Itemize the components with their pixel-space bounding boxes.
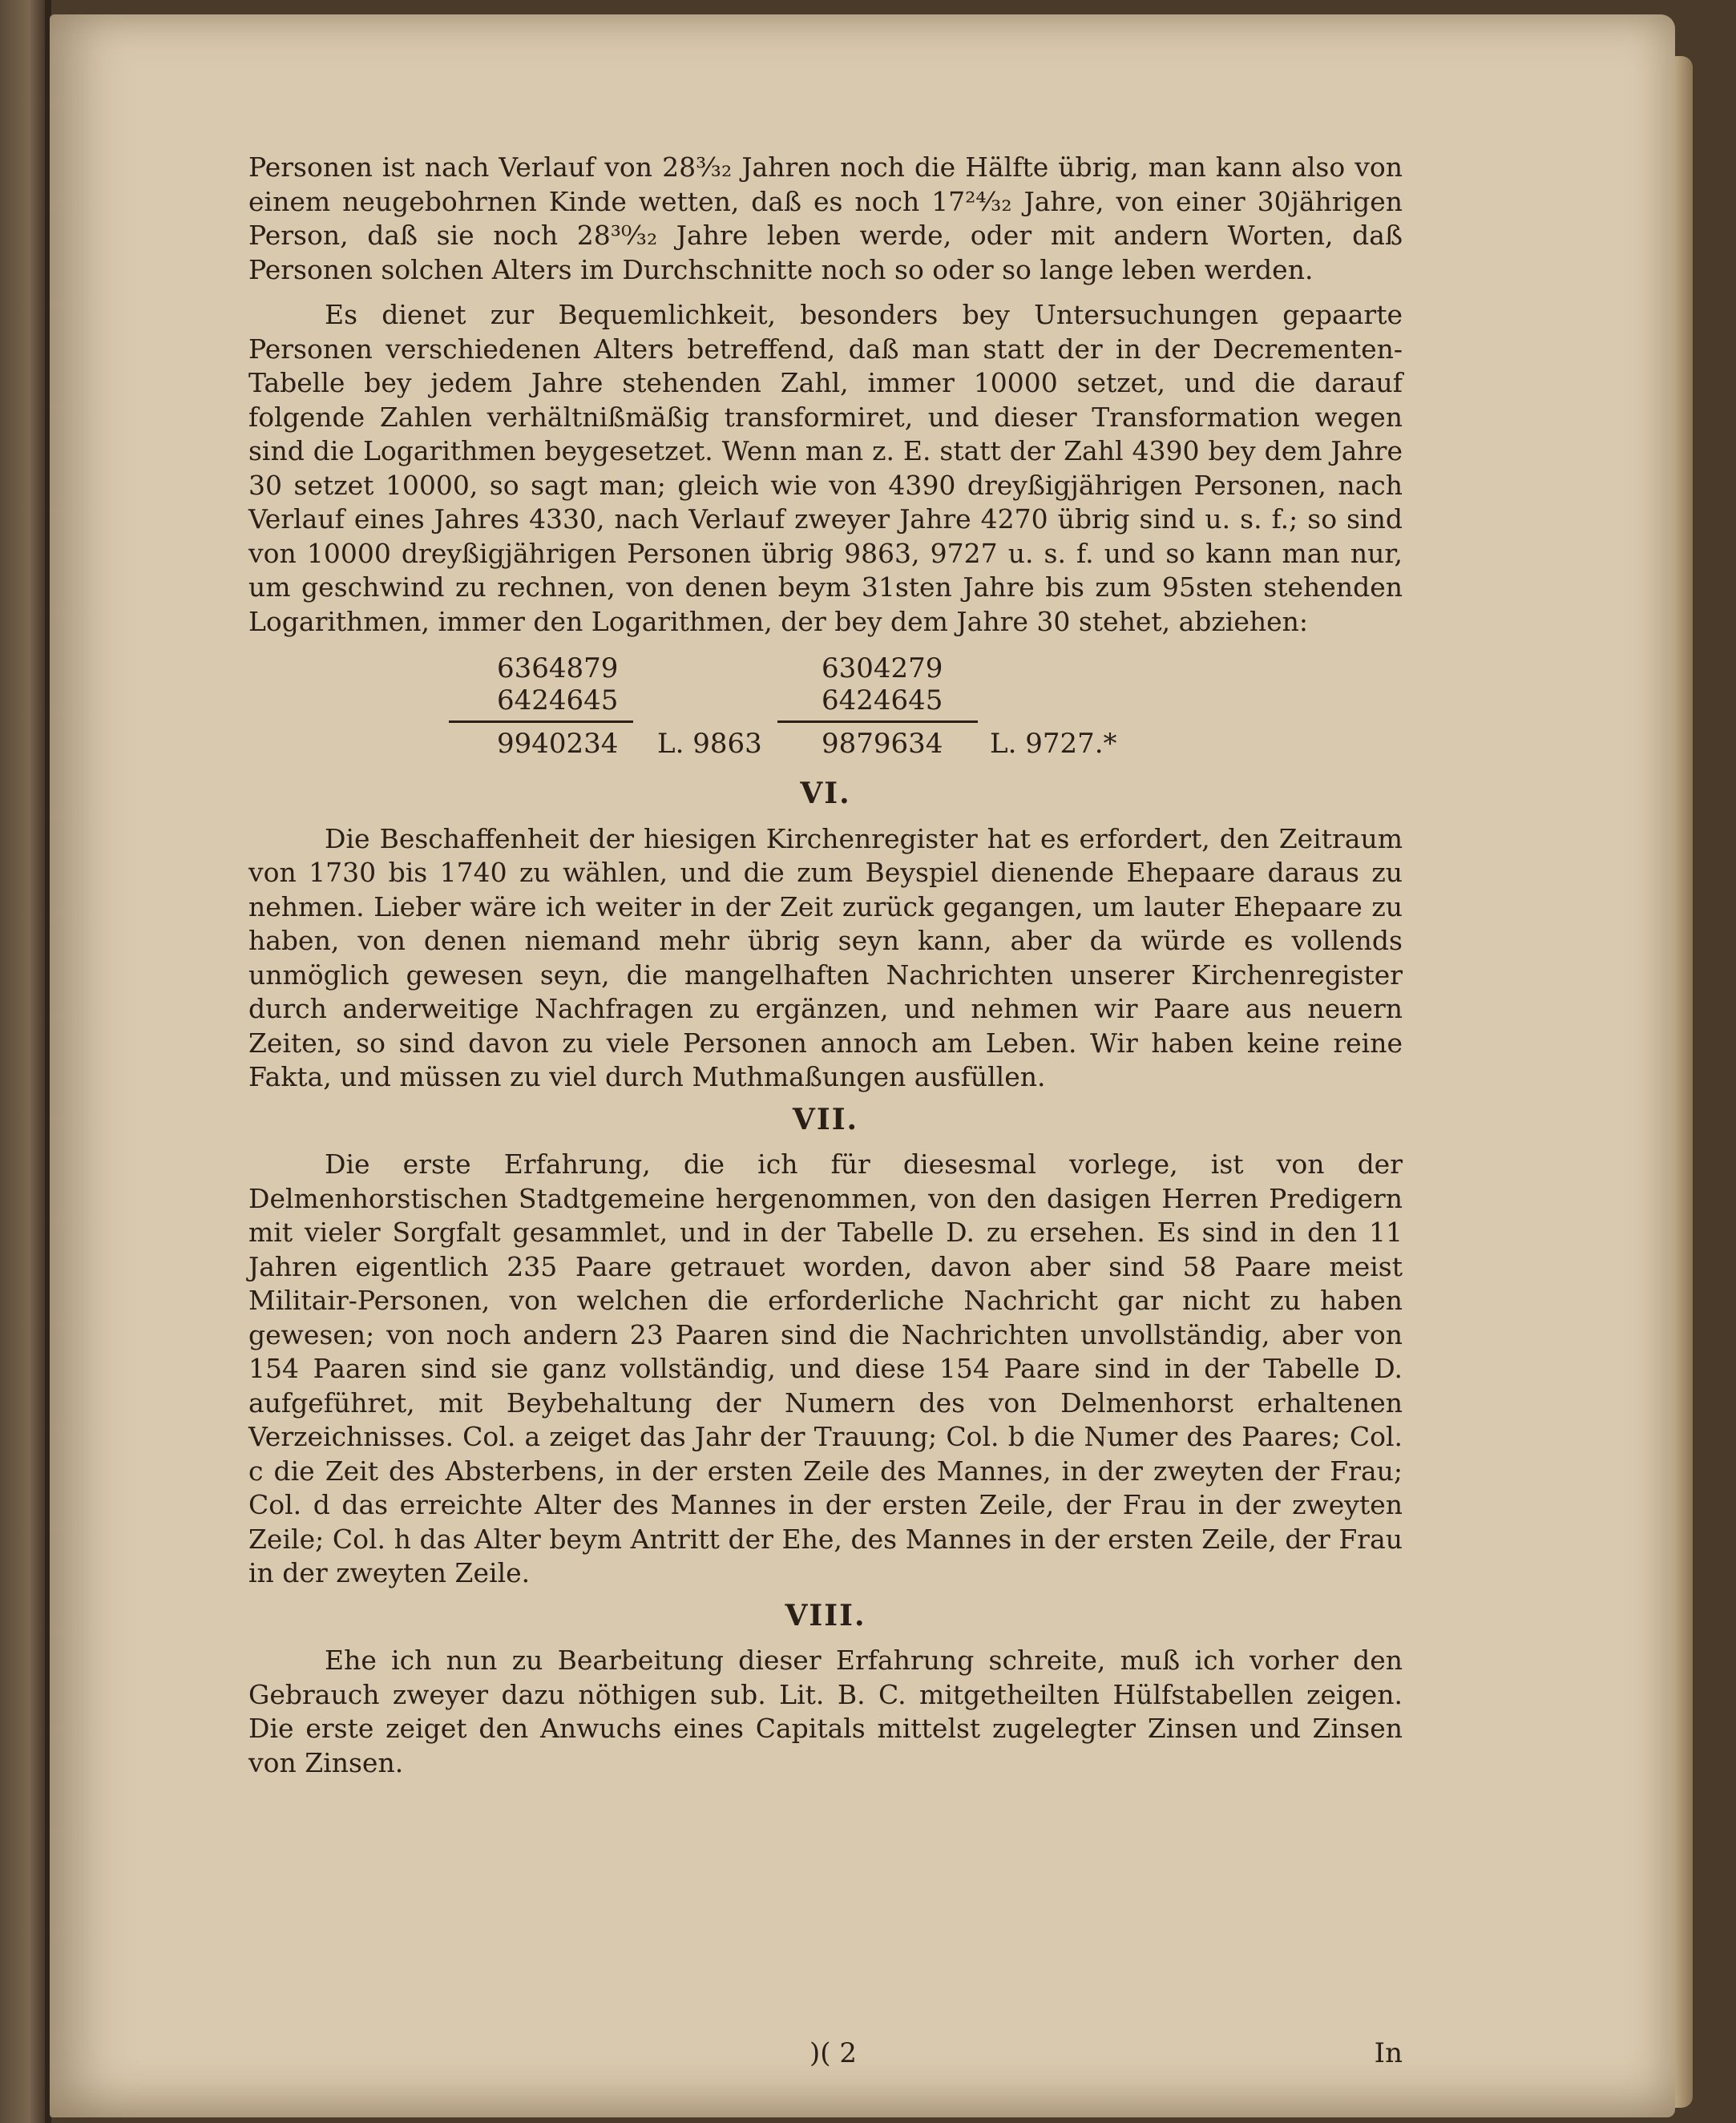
calc-left-top: 6364879 [497,652,619,684]
paragraph-intro-2: Es dienet zur Bequemlichkeit, besonders bey Untersuchungen gepaarte Personen verschiedenen Alters betreffend, daß man statt der in der Decrementen-Tabelle bey jedem Jahre stehenden Zahl, immer 10000 setzet, und die darauf folgende Zahlen verhältnißmäßig transformiret, und dieser Transformation wegen sind die Logarithmen beygesetzet. Wenn man z. E. statt der Zahl 4390 bey dem Jahre 30 setzet 10000, so sagt man; gleich wie von 4390 dreyßigjährigen Personen, nach Verlauf eines Jahres 4330, nach Verlauf zweyer Jahre 4270 übrig sind u. s. f.; so sind von 10000 dreyßigjährigen Personen übrig 9863, 9727 u. s. f. und so kann man nur, um geschwind zu rechnen, von denen beym 31sten Jahre bis zum 95sten stehenden Logarithmen, immer den Logarithmen, der bey dem Jahre 30 stehet, abziehen: [248,299,1403,637]
section-heading-viii: VIII. [785,1598,866,1633]
facing-page-edge [0,0,48,2123]
calc-left-result: 9940234 [497,728,619,760]
calc-right-result: 9879634 [822,728,943,760]
signature-mark: )( 2 [809,2037,857,2069]
calc-right-rule [777,720,978,723]
catchword: In [1374,2037,1403,2069]
section-text-vii: Die erste Erfahrung, die ich für diesesmal vorlege, ist von der Delmenhorstischen Stadtgemeine hergenommen, von den dasigen Herren Predigern mit vieler Sorgfalt gesammlet, und in der Tabelle D. zu ersehen. Es sind in den 11 Jahren eigentlich 235 Paare getrauet worden, davon aber sind 58 Paare meist Militair-Personen, von welchen die erforderliche Nachricht gar nicht zu haben gewesen; von noch andern 23 Paaren sind die Nachrichten unvollständig, aber von 154 Paaren sind sie ganz vollständig, und diese 154 Paare sind in der Tabelle D. aufgeführet, mit Beybehaltung der Numern des von Delmenhorst erhaltenen Verzeichnisses. Col. a zeiget das Jahr der Trauung; Col. b die Numer des Paares; Col. c die Zeit des Absterbens, in der ersten Zeile des Mannes, in der zweyten der Frau; Col. d das erreichte Alter des Mannes in der ersten Zeile, der Frau in der zweyten Zeile; Col. h das Alter beym Antritt der Ehe, des Mannes in der ersten Zeile, der Frau in der zweyten Zeile. [248,1148,1403,1588]
section-heading-vi: VI. [800,777,851,810]
section-text-vi: Die Beschaffenheit der hiesigen Kirchenregister hat es erfordert, den Zeitraum von 1730 bis 1740 zu wählen, und die zum Beyspiel dienende Ehepaare daraus zu nehmen. Lieber wäre ich weiter in der Zeit zurück gegangen, um lauter Ehepaare zu haben, von denen niemand mehr übrig seyn kann, aber da würde es vollends unmöglich gewesen seyn, die mangelhaften Nachrichten unserer Kirchenregister durch anderweitige Nachfragen zu ergänzen, und nehmen wir Paare aus neuern Zeiten, so sind davon zu viele Personen annoch am Leben. Wir haben keine reine Fakta, und müssen zu viel durch Muthmaßungen ausfüllen. [248,822,1403,1092]
page-text [248,151,1403,1780]
calc-right-top: 6304279 [822,652,943,684]
section-text-viii: Ehe ich nun zu Bearbeitung dieser Erfahrung schreite, muß ich vorher den Gebrauch zweyer dazu nöthigen sub. Lit. B. C. mitgetheilten Hülfstabellen zeigen. Die erste zeiget den Anwuchs eines Capitals mittelst zugelegter Zinsen und Zinsen von Zinsen. [248,1645,1403,1778]
paragraph-intro-1: Personen ist nach Verlauf von 28³⁄₃₂ Jahren noch die Hälfte übrig, man kann also von einem neugebohrnen Kinde wetten, daß es noch 17²⁴⁄₃₂ Jahre, von einer 30jährigen Person, daß sie noch 28³⁰⁄₃₂ Jahre leben werde, oder mit andern Worten, daß Personen solchen Alters im Durchschnitte noch so oder so lange leben werden. [248,151,1403,285]
calc-right-sub: 6424645 [822,684,943,716]
calc-left-sub: 6424645 [497,684,619,716]
calc-left-label: L. 9863 [657,728,762,760]
page-footer [248,2037,1403,2077]
calc-right-label: L. 9727.* [990,728,1117,760]
logarithm-calculation [248,644,1403,764]
calc-left-rule [449,720,633,723]
section-heading-vii: VII. [792,1102,859,1136]
